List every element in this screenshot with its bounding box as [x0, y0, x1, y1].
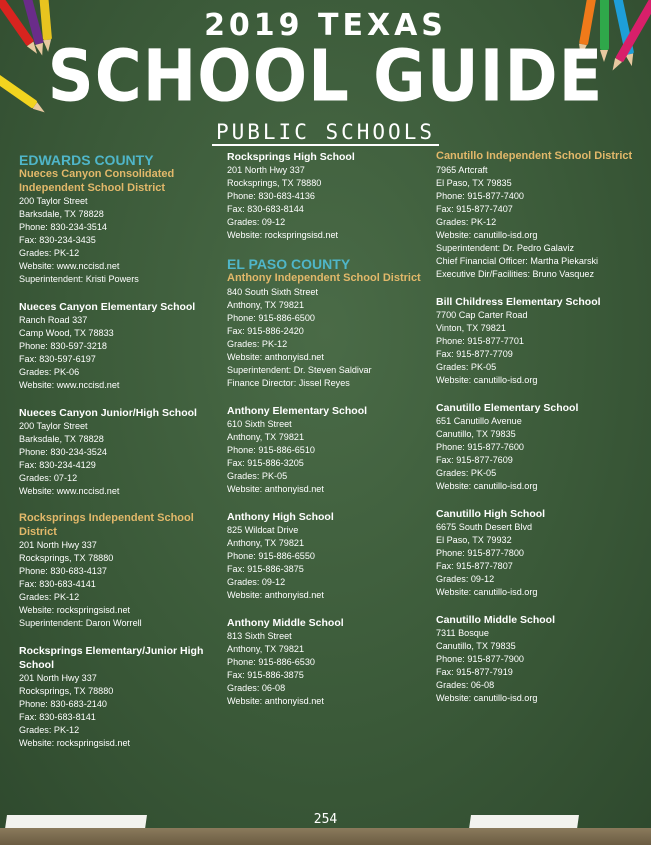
contact-line: Rocksprings, TX 78880 [227, 178, 322, 188]
school-name: Anthony Elementary School [227, 404, 368, 417]
contact-line: Fax: 830-683-8144 [227, 204, 304, 214]
contact-line: Website: anthonyisd.net [227, 695, 324, 706]
contact-line: Phone: 830-683-4136 [227, 191, 315, 201]
contact-line: Anthony, TX 79821 [227, 299, 305, 310]
contact-line: 610 Sixth Street [227, 418, 292, 429]
school-name: Bill Childress Elementary School [436, 295, 601, 308]
contact-line: Grades: 09-12 [436, 573, 495, 584]
contact-line: Superintendent: Kristi Powers [19, 274, 139, 284]
contact-line: 840 South Sixth Street [227, 286, 318, 297]
contact-line: Phone: 915-886-6500 [227, 312, 315, 323]
contact-line: Fax: 915-877-7609 [436, 454, 513, 465]
contact-line: Website: anthonyisd.net [227, 351, 324, 362]
district-name: Rocksprings Independent School District [19, 512, 194, 538]
contact-line: 7700 Cap Carter Road [436, 309, 528, 320]
contact-line: Ranch Road 337 [19, 315, 88, 325]
contact-line: Fax: 830-234-4129 [19, 460, 96, 470]
page-subtitle [0, 120, 651, 144]
school-entry [227, 150, 432, 242]
contact-line: El Paso, TX 79835 [436, 177, 512, 188]
contact-line: Anthony, TX 79821 [227, 643, 305, 654]
contact-line: Website: canutillo-isd.org [436, 229, 538, 240]
district-name: Nueces Canyon Consolidated Independent School District [19, 168, 175, 194]
page-number: 254 [313, 812, 338, 827]
contact-line: Phone: 830-234-3524 [19, 447, 107, 457]
contact-line: 200 Taylor Street [19, 196, 88, 206]
school-entry [19, 406, 224, 498]
contact-line: Fax: 830-234-3435 [19, 235, 96, 245]
contact-line: Phone: 915-886-6550 [227, 550, 315, 561]
contact-line: Phone: 915-877-7600 [436, 441, 524, 452]
contact-line: Website: www.nccisd.net [19, 261, 120, 271]
county-heading: EL PASO COUNTY [227, 256, 351, 272]
contact-line: Grades: 09-12 [227, 576, 286, 587]
contact-line: Fax: 915-886-2420 [227, 325, 304, 336]
school-name: Anthony High School [227, 510, 334, 523]
school-entry [19, 644, 224, 750]
contact-line: Website: canutillo-isd.org [436, 586, 538, 597]
contact-line: Grades: PK-12 [436, 216, 497, 227]
contact-line: 825 Wildcat Drive [227, 524, 299, 535]
school-entry [436, 295, 641, 387]
contact-line: Fax: 830-683-4141 [19, 579, 96, 589]
contact-line: Fax: 915-877-7407 [436, 203, 513, 214]
contact-line: Chief Financial Officer: Martha Piekarski [436, 255, 599, 266]
district-entry [227, 256, 432, 390]
contact-line: Executive Dir/Facilities: Bruno Vasquez [436, 268, 595, 279]
contact-line: 651 Canutillo Avenue [436, 415, 522, 426]
contact-line: Phone: 915-877-7701 [436, 335, 524, 346]
contact-line: Anthony, TX 79821 [227, 431, 305, 442]
contact-line: 813 Sixth Street [227, 630, 292, 641]
contact-line: Grades: 09-12 [227, 217, 286, 227]
school-name: Rocksprings High School [227, 151, 355, 163]
contact-line: 7311 Bosque [436, 627, 489, 638]
contact-line: 6675 South Desert Blvd [436, 521, 533, 532]
school-entry [227, 510, 432, 602]
contact-line: Fax: 915-886-3875 [227, 563, 304, 574]
contact-line: Website: canutillo-isd.org [436, 692, 538, 703]
contact-line: Anthony, TX 79821 [227, 537, 305, 548]
county-heading: EDWARDS COUNTY [19, 152, 154, 168]
contact-line: 7965 Artcraft [436, 164, 488, 175]
contact-line: 201 North Hwy 337 [19, 540, 97, 550]
contact-line: Website: rockspringsisd.net [19, 738, 131, 748]
contact-line: Grades: PK-05 [436, 467, 497, 478]
school-name: Nueces Canyon Elementary School [19, 301, 196, 313]
school-name: Canutillo Elementary School [436, 401, 579, 414]
contact-line: Grades: 06-08 [227, 682, 286, 693]
contact-line: Camp Wood, TX 78833 [19, 328, 114, 338]
school-entry [19, 300, 224, 392]
contact-line: Fax: 830-683-8141 [19, 712, 96, 722]
contact-line: 201 North Hwy 337 [227, 165, 305, 175]
contact-line: Phone: 830-683-2140 [19, 699, 107, 709]
contact-line: Grades: PK-12 [19, 725, 80, 735]
school-name: Canutillo Middle School [436, 613, 555, 626]
column-middle [227, 150, 432, 722]
district-name: Anthony Independent School District [227, 272, 421, 284]
contact-line: Website: canutillo-isd.org [436, 374, 538, 385]
school-entry [227, 616, 432, 708]
contact-line: Website: rockspringsisd.net [19, 605, 131, 615]
school-entry [436, 401, 641, 493]
contact-line: Superintendent: Daron Worrell [19, 618, 142, 628]
contact-line: 200 Taylor Street [19, 421, 88, 431]
contact-line: Rocksprings, TX 78880 [19, 686, 114, 696]
contact-line: Vinton, TX 79821 [436, 322, 506, 333]
contact-line: Fax: 915-886-3875 [227, 669, 304, 680]
contact-line: Fax: 915-877-7709 [436, 348, 513, 359]
contact-line: Website: www.nccisd.net [19, 380, 120, 390]
school-name: Anthony Middle School [227, 616, 344, 629]
page-title: SCHOOL GUIDE [47, 35, 604, 119]
contact-line: Barksdale, TX 78828 [19, 434, 104, 444]
contact-line: Website: anthonyisd.net [227, 589, 324, 600]
contact-line: Phone: 830-234-3514 [19, 222, 107, 232]
contact-line: Website: www.nccisd.net [19, 486, 120, 496]
contact-line: Barksdale, TX 78828 [19, 209, 104, 219]
contact-line: Grades: PK-05 [436, 361, 497, 372]
chalk-tray [0, 828, 651, 845]
contact-line: Fax: 915-877-7919 [436, 666, 513, 677]
contact-line: Superintendent: Dr. Steven Saldivar [227, 364, 372, 375]
contact-line: Website: rockspringsisd.net [227, 230, 339, 240]
contact-line: Rocksprings, TX 78880 [19, 553, 114, 563]
contact-line: Fax: 915-886-3205 [227, 457, 304, 468]
column-right [436, 150, 641, 719]
school-name: Rocksprings Elementary/Junior High School [19, 645, 204, 671]
school-entry [227, 404, 432, 496]
contact-line: Grades: PK-12 [19, 248, 80, 258]
contact-line: Fax: 830-597-6197 [19, 354, 96, 364]
contact-line: Phone: 915-877-7900 [436, 653, 524, 664]
contact-line: Finance Director: Jissel Reyes [227, 377, 350, 388]
contact-line: Phone: 830-597-3218 [19, 341, 107, 351]
district-entry [19, 512, 224, 630]
school-entry [436, 507, 641, 599]
contact-line: El Paso, TX 79932 [436, 534, 512, 545]
title-year: 2019 TEXAS [204, 8, 447, 43]
school-name: Canutillo High School [436, 507, 546, 520]
contact-line: Grades: PK-06 [19, 367, 80, 377]
contact-line: Phone: 915-877-7800 [436, 547, 524, 558]
contact-line: Grades: PK-12 [227, 338, 288, 349]
contact-line: Grades: 06-08 [436, 679, 495, 690]
school-name: Nueces Canyon Junior/High School [19, 407, 197, 419]
contact-line: Grades: PK-12 [19, 592, 80, 602]
district-entry [436, 150, 641, 281]
contact-line: Fax: 915-877-7807 [436, 560, 513, 571]
contact-line: Grades: 07-12 [19, 473, 78, 483]
school-entry [436, 613, 641, 705]
contact-line: Canutillo, TX 79835 [436, 640, 516, 651]
column-left [19, 150, 224, 764]
contact-line: Grades: PK-05 [227, 470, 288, 481]
contact-line: Website: anthonyisd.net [227, 483, 324, 494]
district-name: Canutillo Independent School District [436, 150, 633, 162]
contact-line: Phone: 915-877-7400 [436, 190, 524, 201]
contact-line: Canutillo, TX 79835 [436, 428, 516, 439]
subtitle-text: PUBLIC SCHOOLS [212, 120, 439, 146]
contact-line: Superintendent: Dr. Pedro Galaviz [436, 242, 574, 253]
contact-line: Phone: 830-683-4137 [19, 566, 107, 576]
contact-line: 201 North Hwy 337 [19, 673, 97, 683]
contact-line: Phone: 915-886-6530 [227, 656, 315, 667]
district-entry [19, 152, 224, 286]
contact-line: Phone: 915-886-6510 [227, 444, 315, 455]
contact-line: Website: canutillo-isd.org [436, 480, 538, 491]
